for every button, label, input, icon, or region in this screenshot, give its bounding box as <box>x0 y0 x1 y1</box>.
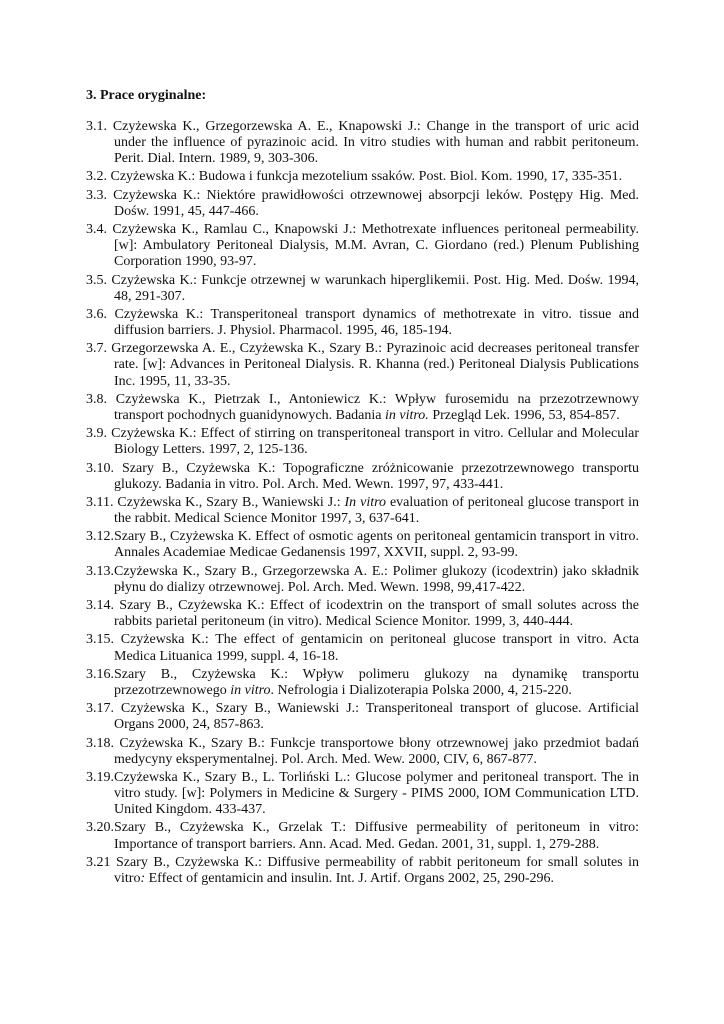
reference-text: 3.16.Szary B., Czyżewska K.: Wpływ polimeru glukozy na dynamikę transportu przezotrzewnowego <box>86 666 639 698</box>
reference-item <box>86 426 639 458</box>
reference-text: 3.14. Szary B., Czyżewska K.: Effect of icodextrin on the transport of small solutes across the rabbits parietal peritoneum (in vitro). Medical Science Monitor. 1999, 3, 440-444. <box>86 598 639 630</box>
reference-text: 3.4. Czyżewska K., Ramlau C., Knapowski J.: Methotrexate influences peritoneal permeability. [w]: Ambulatory Peritoneal Dialysis, M.M. Avran, C. Giordano (red.) Plenum Publishing Corporation 1990, 93-97. <box>86 222 639 270</box>
reference-item <box>86 736 639 768</box>
reference-italic-text: in vitro <box>230 682 271 698</box>
reference-text: 3.17. Czyżewska K., Szary B., Waniewski J.: Transperitoneal transport of glucose. Artificial Organs 2000, 24, 857-863. <box>86 701 639 733</box>
reference-item <box>86 119 639 167</box>
reference-item <box>86 770 639 818</box>
reference-text: 3.21 Szary B., Czyżewska K.: Diffusive permeability of rabbit peritoneum for small solutes in vitro <box>86 854 639 886</box>
reference-text: 3.9. Czyżewska K.: Effect of stirring on transperitoneal transport in vitro. Cellular and Molecular Biology Letters. 1997, 2, 125-136. <box>86 426 639 458</box>
reference-item <box>86 855 639 887</box>
reference-item <box>86 273 639 305</box>
reference-text: 3.10. Szary B., Czyżewska K.: Topograficzne zróżnicowanie przezotrzewnowego transportu glukozy. Badania in vitro. Pol. Arch. Med. Wewn. 1997, 97, 433-441. <box>86 460 639 492</box>
reference-item <box>86 632 639 664</box>
reference-text: 3.18. Czyżewska K., Szary B.: Funkcje transportowe błony otrzewnowej jako przedmiot badań medycyny eksperymentalnej. Pol. Arch. Med. Wew. 2000, CIV, 6, 867-877. <box>86 735 639 767</box>
reference-item <box>86 169 639 185</box>
reference-item <box>86 307 639 339</box>
reference-item <box>86 495 639 527</box>
reference-item <box>86 701 639 733</box>
reference-text-continued: Effect of gentamicin and insulin. Int. J. Artif. Organs 2002, 25, 290-296. <box>145 870 555 886</box>
reference-item <box>86 564 639 596</box>
reference-text: 3.13.Czyżewska K., Szary B., Grzegorzewska A. E.: Polimer glukozy (icodextrin) jako składnik płynu do dializy otrzewnowej. Pol. Arch. Med. Wewn. 1998, 99,417-422. <box>86 563 639 595</box>
reference-text: 3.15. Czyżewska K.: The effect of gentamicin on peritoneal glucose transport in vitro. Acta Medica Lituanica 1999, suppl. 4, 16-18. <box>86 632 639 664</box>
reference-text: 3.2. Czyżewska K.: Budowa i funkcja mezotelium ssaków. Post. Biol. Kom. 1990, 17, 335-351. <box>86 169 623 185</box>
reference-text: 3.3. Czyżewska K.: Niektóre prawidłowości otrzewnowej absorpcji leków. Postępy Hig. Med. Dośw. 1991, 45, 447-466. <box>86 187 639 219</box>
reference-italic-text: in vitro. <box>385 407 429 423</box>
reference-text: 3.7. Grzegorzewska A. E., Czyżewska K., Szary B.: Pyrazinoic acid decreases peritoneal transfer rate. [w]: Advances in Peritoneal Dialysis. R. Khanna (red.) Peritoneal Dialysis Publications Inc. 1995, 11, 33-35. <box>86 341 639 389</box>
reference-item <box>86 529 639 561</box>
reference-item <box>86 392 639 424</box>
section-heading: 3. Prace oryginalne: <box>86 88 207 103</box>
reference-italic-text: : <box>140 870 146 886</box>
reference-item <box>86 222 639 270</box>
reference-item <box>86 461 639 493</box>
reference-text: 3.11. Czyżewska K., Szary B., Waniewski J.: <box>86 494 345 510</box>
reference-text-continued: evaluation of peritoneal glucose transport in the rabbit. Medical Science Monitor 1997, 3, 637-641. <box>114 494 639 527</box>
reference-item <box>86 820 639 852</box>
reference-text-continued: Przegląd Lek. 1996, 53, 854-857. <box>428 407 620 423</box>
reference-item <box>86 598 639 630</box>
reference-text: 3.5. Czyżewska K.: Funkcje otrzewnej w warunkach hiperglikemii. Post. Hig. Med. Dośw. 1994, 48, 291-307. <box>86 272 639 304</box>
reference-text: 3.20.Szary B., Czyżewska K., Grzelak T.: Diffusive permeability of peritoneum in vitro: Importance of transport barriers. Ann. Acad. Med. Gedan. 2001, 31, suppl. 1, 279-288. <box>86 820 639 852</box>
reference-text: 3.12.Szary B., Czyżewska K. Effect of osmotic agents on peritoneal gentamicin transport in vitro. Annales Academiae Medicae Gedanensis 1997, XXVII, suppl. 2, 93-99. <box>86 529 639 561</box>
reference-text: 3.19.Czyżewska K., Szary B., L. Torliński L.: Glucose polymer and peritoneal transport. The in vitro study. [w]: Polymers in Medicine & Surgery - PIMS 2000, IOM Communication LTD. United Kingdom. 433-437. <box>86 769 639 818</box>
reference-text: 3.6. Czyżewska K.: Transperitoneal transport dynamics of methotrexate in vitro. tissue and diffusion barriers. J. Physiol. Pharmacol. 1995, 46, 185-194. <box>86 306 639 339</box>
reference-item <box>86 667 639 699</box>
reference-item <box>86 188 639 220</box>
reference-list <box>86 119 639 889</box>
reference-text: 3.8. Czyżewska K., Pietrzak I., Antoniewicz K.: Wpływ furosemidu na przezotrzewnowy transport pochodnych guanidynowych. Badania <box>86 391 639 423</box>
reference-text: 3.1. Czyżewska K., Grzegorzewska A. E., Knapowski J.: Change in the transport of uric acid under the influence of pyrazinoic acid. In vitro studies with human and rabbit peritoneum. Perit. Dial. Intern. 1989, 9, 303-306. <box>86 119 639 167</box>
reference-text-continued: . Nefrologia i Dializoterapia Polska 2000, 4, 215-220. <box>270 682 572 698</box>
reference-italic-text: In vitro <box>344 494 387 510</box>
reference-item <box>86 341 639 389</box>
